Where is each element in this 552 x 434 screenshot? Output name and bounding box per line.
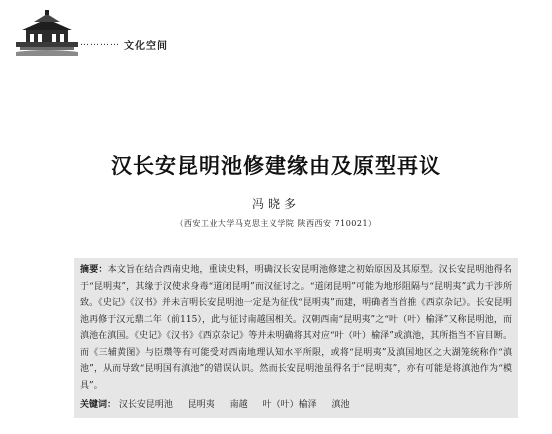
keyword: 叶（叶）榆泽 (262, 400, 317, 410)
keywords (80, 398, 512, 412)
abstract-label: 摘要： (80, 265, 108, 275)
keywords-label: 关键词： (80, 400, 117, 410)
keyword: 汉长安昆明池 (118, 400, 173, 410)
article-author: 冯晓多 (251, 197, 300, 211)
keyword: 昆明夷 (187, 400, 215, 410)
author-affiliation: （西安工业大学马克思主义学院 陕西西安 710021） (175, 219, 377, 228)
abstract-text: 本文旨在结合西南史地，重读史料，明确汉长安昆明池修建之初始原因及其原型。汉长安昆明池得名于“昆明夷”，其缘于汉使求身毒“道闭昆明”而汉征讨之。“道闭昆明”可能为地形阻隔与“昆明夷”武力干涉所致。《史记》《汉书》并未言明长安昆明池一定是为征伐“昆明夷”而建，明确者当首推《西京杂记》。长安昆明池再修于汉元鼎二年（前115），此与征讨南越国相关。汉朝西南“昆明夷”之“叶（叶）榆泽”又称昆明池，而滇池在滇国。《史记》《汉书》《西京杂记》等并未明确将其对应“叶（叶）榆泽”或滇池，其所指当不盲目断。而《三辅黄图》与臣瓒等有可能受对西南地理认知水平所限，或将“昆明夷”及滇国地区之大湖笼统称作“滇池”，从而导致“昆明国有滇池”的错误认识。然而长安昆明池虽得名于“昆明夷”，亦有可能是将滇池作为“模具”。 (80, 265, 512, 391)
keyword: 南越 (229, 400, 248, 410)
section-label: 文化空间 (124, 41, 168, 52)
header-dots: ………… (80, 38, 120, 48)
article-title: 汉长安昆明池修建缘由及原型再议 (111, 154, 441, 178)
journal-logo (16, 10, 78, 56)
keyword: 滇池 (331, 400, 350, 410)
abstract (80, 262, 512, 394)
